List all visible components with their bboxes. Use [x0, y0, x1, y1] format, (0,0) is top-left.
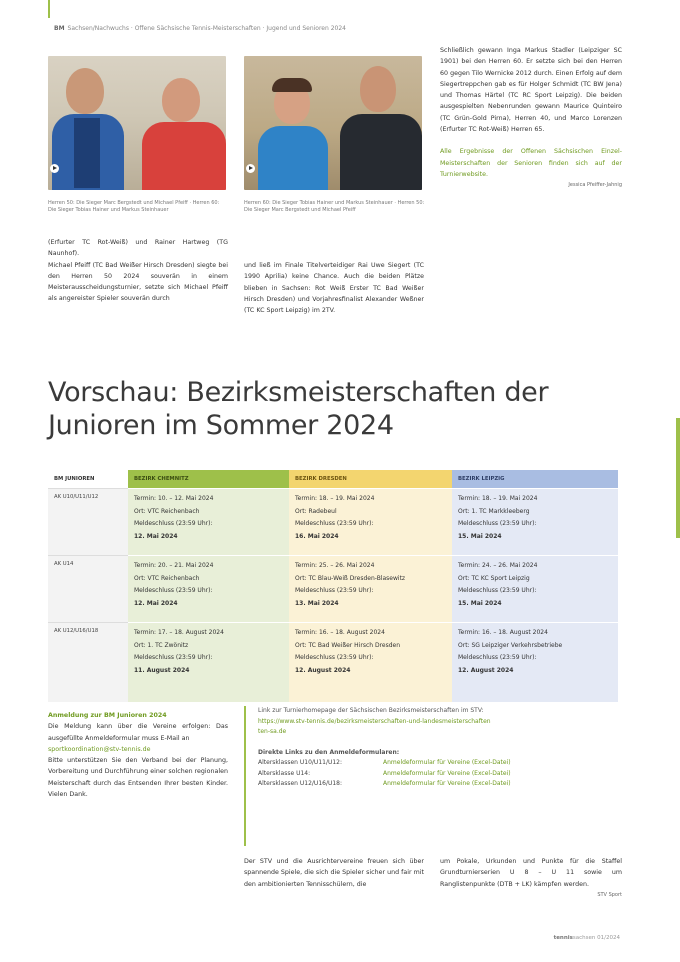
table-header-chemnitz: BEZIRK CHEMNITZ — [128, 470, 289, 488]
col3-results-link[interactable]: Alle Ergebnisse der Offenen Sächsischen Einzel-Meisterschaften der Senioren finden sich auf der Turnierwebsite. — [440, 148, 622, 178]
closing-text-left: Der STV und die Ausrichtervereine freuen sich über spannende Spiele, die sich die Spieler sicher und fair mit den ambitionierten Tennisschülern, die — [244, 858, 424, 888]
bm-schedule-table — [48, 470, 618, 702]
play-icon[interactable] — [50, 164, 59, 173]
table-cell: Termin: 17. – 18. August 2024 Ort: 1. TC Zwönitz Meldeschluss (23:59 Uhr): 11. August 2024 — [128, 622, 289, 702]
row-label: AK U12/U16/U18 — [48, 622, 128, 702]
closing-col-right — [440, 856, 622, 901]
table-header-leipzig: BEZIRK LEIPZIG — [452, 470, 618, 488]
header-lead: BM — [54, 25, 65, 32]
registration-col — [48, 710, 228, 800]
closing-credit: STV Sport — [597, 891, 622, 898]
header-text: Sachsen/Nachwuchs · Offene Sächsische Tennis-Meisterschaften · Jugend und Senioren 2024 — [67, 25, 346, 32]
section-title: Vorschau: Bezirksmeisterschaften der Junioren im Sommer 2024 — [48, 377, 549, 441]
photo-caption-1: Herren 50: Die Sieger Marc Bergstedt und Michael Pfeiff · Herren 60: Die Sieger Tobias Hainer und Markus Steinhauer — [48, 200, 220, 213]
photo-herren-60 — [244, 56, 422, 190]
col3-p1: Schließlich gewann Inga Markus Stadler (Leipziger SC 1901) bei den Herren 60. Er setzte sich bei den Herren 60 gegen Tilo Wernicke 2012 durch. Einen Erfolg auf dem Siegertreppchen gab es für Holger Schmidt (TC BW Jena) und Thomas Härtel (TC RC Sport Leipzig). Die beiden ausgespielten Nebenrunden gewann Maurice Quinteiro (TC Grün-Gold Pirna), Herren 40, und Marco Lorenzen (Erfurter TC Rot-Weiß) Herren 65. — [440, 47, 622, 134]
homepage-link-cont[interactable]: ten-sa.de — [258, 728, 287, 735]
form-row: Altersklassen U10/U11/U12: Anmeldeformular für Vereine (Excel-Datei) — [258, 758, 622, 769]
side-tab — [676, 418, 680, 538]
article-col-1 — [48, 237, 228, 305]
table-cell: Termin: 18. – 19. Mai 2024 Ort: 1. TC Markkleeberg Meldeschluss (23:59 Uhr): 15. Mai 2024 — [452, 488, 618, 555]
table-cell: Termin: 25. – 26. Mai 2024 Ort: TC Blau-Weiß Dresden-Blasewitz Meldeschluss (23:59 Uhr): 13. Mai 2024 — [289, 555, 452, 622]
links-box — [244, 706, 622, 846]
homepage-link[interactable]: https://www.stv-tennis.de/bezirksmeisterschaften-und-landesmeisterschaften — [258, 717, 491, 725]
table-cell: Termin: 20. – 21. Mai 2024 Ort: VTC Reichenbach Meldeschluss (23:59 Uhr): 12. Mai 2024 — [128, 555, 289, 622]
form-link[interactable]: Anmeldeformular für Vereine (Excel-Datei) — [383, 769, 511, 777]
closing-text-right: um Pokale, Urkunden und Punkte für die Staffel Grundturnierserien U 8 – U 11 sowie um Ranglistenpunkte (DTB + LK) kämpfen werden. — [440, 858, 622, 888]
page-footer — [554, 935, 620, 941]
registration-heading: Anmeldung zur BM Junioren 2024 — [48, 712, 167, 719]
form-link[interactable]: Anmeldeformular für Vereine (Excel-Datei) — [383, 759, 511, 766]
article-col-3 — [440, 45, 622, 192]
form-row: Altersklassen U12/U16/U18: Anmeldeformular für Vereine (Excel-Datei) — [258, 779, 622, 790]
col2-p1: und ließ im Finale Titelverteidiger Rai Uwe Siegert (TC 1990 Aprilia) keine Chance. Auch die beiden Plätze blieben in Sachsen: Rot Weiß Erster TC Bad Weißer Hirsch Dresden) und Vorjahresfinalist Alexander Weßner (TC KC Sport Leipzig) im 2TV. — [244, 262, 424, 315]
row-label: AK U14 — [48, 555, 128, 622]
forms-title: Direkte Links zu den Anmeldeformularen: — [258, 748, 400, 756]
col3-credit: Jessica Pfeiffer-Jahnig — [568, 182, 622, 189]
table-cell: Termin: 18. – 19. Mai 2024 Ort: Radebeul Meldeschluss (23:59 Uhr): 16. Mai 2024 — [289, 488, 452, 555]
homepage-link-label: Link zur Turnierhomepage der Sächsischen Bezirksmeisterschaften im STV: — [258, 707, 484, 714]
table-cell: Termin: 10. – 12. Mai 2024 Ort: VTC Reichenbach Meldeschluss (23:59 Uhr): 12. Mai 2024 — [128, 488, 289, 555]
table-cell: Termin: 16. – 18. August 2024 Ort: TC Bad Weißer Hirsch Dresden Meldeschluss (23:59 Uhr): 12. August 2024 — [289, 622, 452, 702]
photo-herren-50 — [48, 56, 226, 190]
col1-p2: Michael Pfeiff (TC Bad Weißer Hirsch Dresden) siegte bei den Herren 50 2024 souverän in einem Meisterausscheidungsturnier, setzte sich Michael Pfeiff als angereister Spieler souverän durch — [48, 261, 228, 303]
form-row: Altersklasse U14: Anmeldeformular für Vereine (Excel-Datei) — [258, 769, 622, 780]
registration-text: Die Meldung kann über die Vereine erfolgen: Das ausgefüllte Anmeldeformular muss E-Mail an — [48, 723, 228, 742]
table-cell: Termin: 24. – 26. Mai 2024 Ort: TC KC Sport Leipzig Meldeschluss (23:59 Uhr): 15. Mai 2024 — [452, 555, 618, 622]
closing-col-left — [244, 856, 424, 890]
footer-text: sachsen 01/2024 — [572, 935, 620, 941]
footer-lead: tennis — [553, 935, 573, 941]
table-cell: Termin: 16. – 18. August 2024 Ort: SG Leipziger Verkehrsbetriebe Meldeschluss (23:59 Uhr): 12. August 2024 — [452, 622, 618, 702]
top-rule — [48, 0, 50, 18]
article-col-2 — [244, 260, 424, 316]
form-link[interactable]: Anmeldeformular für Vereine (Excel-Datei) — [383, 780, 511, 787]
col1-p1: (Erfurter TC Rot-Weiß) und Rainer Hartweg (TG Naunhof). — [48, 239, 228, 258]
photo-caption-2: Herren 60: Die Sieger Tobias Hainer und Markus Steinhauer · Herren 50: Die Sieger Marc Bergstedt und Michael Pfeiff — [244, 200, 425, 213]
play-icon[interactable] — [246, 164, 255, 173]
registration-support-text: Bitte unterstützen Sie den Verband bei der Planung, Vorbereitung und Durchführung einer solchen regionalen Meisterschaft durch das Entsenden Ihrer besten Kinder. Vielen Dank. — [48, 757, 228, 799]
table-header-label: BM JUNIOREN — [48, 470, 128, 488]
row-label: AK U10/U11/U12 — [48, 488, 128, 555]
registration-email-link[interactable]: sportkoordination@stv-tennis.de — [48, 745, 151, 753]
table-header-dresden: BEZIRK DRESDEN — [289, 470, 452, 488]
running-header — [54, 25, 346, 32]
